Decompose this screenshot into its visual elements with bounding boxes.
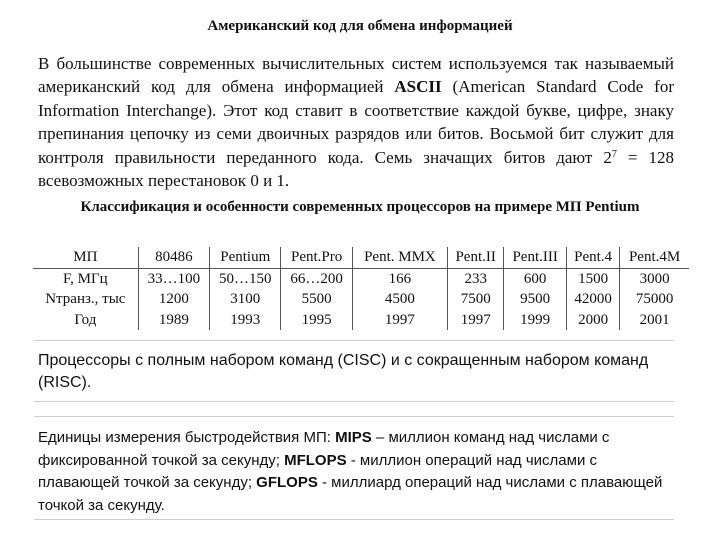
table-cell: Pent.Pro bbox=[281, 247, 352, 268]
table-row-year bbox=[33, 310, 689, 331]
row-label-mp: МП bbox=[33, 247, 138, 268]
cisc-risc-paragraph: Процессоры с полным набором команд (CISC) и с сокращенным набором команд (RISC). bbox=[38, 352, 649, 391]
units-text-4: - миллиард операций над числами с плавающей точкой за секунду. bbox=[38, 474, 663, 514]
table-cell: 1989 bbox=[138, 310, 209, 331]
table-cell: Pent.II bbox=[448, 247, 504, 268]
mflops-term: MFLOPS bbox=[284, 451, 347, 469]
units-text-2: – миллион команд над числами с фиксированной точкой за секунду; bbox=[38, 429, 610, 469]
processors-table bbox=[33, 247, 689, 330]
row-label-transistors: Nтранз., тыс bbox=[45, 291, 126, 308]
page-title: Американский код для обмена информацией bbox=[207, 18, 513, 34]
table-cell: 75000 bbox=[620, 289, 689, 310]
table-cell: 3100 bbox=[210, 289, 281, 310]
gflops-term: GFLOPS bbox=[256, 474, 318, 491]
table-cell: 66…200 bbox=[281, 268, 352, 289]
table-cell: 600 bbox=[504, 268, 567, 289]
units-paragraph bbox=[38, 427, 678, 517]
table-cell: 9500 bbox=[504, 289, 567, 310]
table-cell: 33…100 bbox=[138, 268, 209, 289]
table-cell: Pentium bbox=[210, 247, 281, 268]
table-row-processor bbox=[33, 247, 689, 268]
table-cell: 3000 bbox=[620, 268, 689, 289]
ascii-paragraph bbox=[38, 52, 674, 192]
table-cell: 7500 bbox=[448, 289, 504, 310]
table-row-frequency bbox=[33, 268, 689, 289]
table-cell: 1200 bbox=[138, 289, 209, 310]
ascii-term: ASCII bbox=[394, 77, 442, 97]
ascii-text-1: В большинстве современных вычислительных систем используемся так называемый американский код для обмена информацией bbox=[38, 54, 674, 97]
table-cell: 42000 bbox=[566, 289, 619, 310]
table-cell: Pent.III bbox=[504, 247, 567, 268]
units-text-1: Единицы измерения быстродействия МП: bbox=[38, 429, 336, 446]
table-cell: 1500 bbox=[566, 268, 619, 289]
ascii-text-2: (American Standard Code for Information Interchange). Этот код ставит в соответствие каждой букве, цифре, знаку препинания цепочку из семи двоичных разрядов или битов. Восьмой бит служит для контроля правильности переданного кода. Семь значащих битов дают 2 bbox=[38, 77, 674, 167]
table-cell: 166 bbox=[352, 268, 447, 289]
units-text-3: - миллион операций над числами с плавающей точкой за секунду; bbox=[38, 451, 597, 491]
table-cell: Pent. MMX bbox=[352, 247, 447, 268]
table-cell: 1993 bbox=[210, 310, 281, 331]
table-cell: 233 bbox=[448, 268, 504, 289]
ascii-text-3: = 128 всевозможных перестановок 0 и 1. bbox=[38, 147, 674, 191]
table-cell: 2000 bbox=[566, 310, 619, 331]
mips-term: MIPS bbox=[335, 429, 372, 446]
row-label-year: Год bbox=[74, 311, 97, 328]
table-cell: 80486 bbox=[138, 247, 209, 268]
row-label-frequency: F, МГц bbox=[63, 270, 108, 287]
table-cell: 1997 bbox=[352, 310, 447, 331]
table-cell: Pent.4 bbox=[566, 247, 619, 268]
processors-title: Классификация и особенности современных процессоров на примере МП Pentium bbox=[80, 199, 640, 215]
table-cell: 4500 bbox=[352, 289, 447, 310]
power-exponent: 7 bbox=[611, 148, 617, 160]
table-cell: 50…150 bbox=[210, 268, 281, 289]
table-cell: 5500 bbox=[281, 289, 352, 310]
table-cell: 1995 bbox=[281, 310, 352, 331]
table-cell: 2001 bbox=[620, 310, 689, 331]
table-row-transistors bbox=[33, 289, 689, 310]
table-cell: 1999 bbox=[504, 310, 567, 331]
table-cell: 1997 bbox=[448, 310, 504, 331]
table-cell: Pent.4M bbox=[620, 247, 689, 268]
